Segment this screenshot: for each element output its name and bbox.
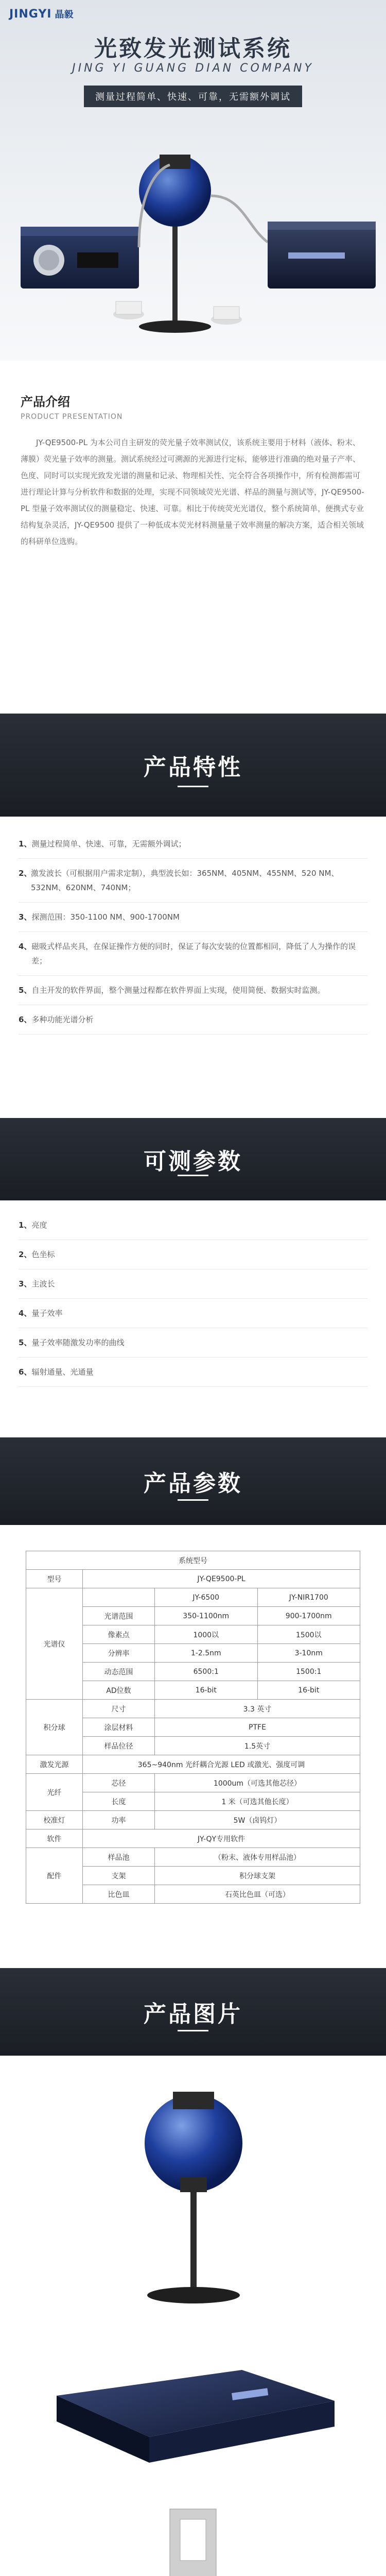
table-cell: 16-bit — [155, 1681, 258, 1700]
features-list — [19, 829, 367, 1035]
pictures-band — [0, 1968, 386, 2056]
table-row — [26, 1588, 360, 1607]
spectrometer-illustration — [26, 2339, 360, 2473]
measurable-title: 可测参数 — [144, 1148, 242, 1175]
pictures-title: 产品图片 — [144, 2001, 242, 2027]
hero-tagline-text: 测量过程简单、快速、可靠，无需额外调试 — [84, 86, 302, 107]
list-item — [19, 976, 367, 1005]
table-cell: 光谱范围 — [83, 1607, 155, 1625]
table-cell: JY-QE9500-PL — [83, 1570, 360, 1588]
features-title: 产品特性 — [144, 754, 242, 781]
sample-holder-illustration — [26, 2499, 360, 2576]
table-row — [26, 1570, 360, 1588]
list-item — [19, 1269, 367, 1299]
table-cell: 1000以 — [155, 1625, 258, 1644]
features-underline — [178, 786, 208, 787]
item-num: 1、 — [19, 1221, 32, 1230]
table-cell: 型号 — [26, 1570, 83, 1588]
item-num: 3、 — [19, 1279, 32, 1289]
intro-title-cn: 产品介绍 — [21, 395, 70, 409]
table-cell — [83, 1588, 155, 1607]
table-cell: 光纤 — [26, 1774, 83, 1811]
params-band — [0, 1437, 386, 1525]
list-item — [19, 1358, 367, 1387]
measurable-underline — [178, 1175, 208, 1176]
item-text: 多种功能光谱分析 — [31, 1015, 94, 1024]
table-cell: JY-NIR1700 — [257, 1588, 360, 1607]
item-num: 5、 — [19, 986, 32, 995]
table-cell: 16-bit — [257, 1681, 360, 1700]
table-cell: 光谱仪 — [26, 1588, 83, 1700]
table-cell: 石英比色皿（可选） — [155, 1885, 360, 1904]
table-cell: 校准灯 — [26, 1811, 83, 1829]
item-text: 测量过程简单、快速、可靠，无需额外调试； — [31, 839, 186, 849]
item-num: 4、 — [19, 942, 32, 951]
table-cell: JY-6500 — [155, 1588, 258, 1607]
item-text: 色坐标 — [31, 1250, 55, 1259]
table-cell: 长度 — [83, 1792, 155, 1811]
product-photo-sphere — [26, 2076, 360, 2308]
item-num: 1、 — [19, 839, 32, 849]
table-cell: 900-1700nm — [257, 1607, 360, 1625]
item-num: 6、 — [19, 1015, 32, 1024]
table-cell: 1.5英寸 — [155, 1737, 360, 1755]
table-row — [26, 1774, 360, 1792]
table-cell: 涂层材料 — [83, 1718, 155, 1737]
logo-text-en: JINGYI — [9, 7, 52, 21]
table-cell: 1000um（可选其他芯径） — [155, 1774, 360, 1792]
list-item — [19, 1299, 367, 1328]
table-cell: 分辨率 — [83, 1644, 155, 1663]
table-cell: PTFE — [155, 1718, 360, 1737]
table-cell: 支架 — [83, 1867, 155, 1885]
table-cell: 3-10nm — [257, 1644, 360, 1663]
table-cell: 配件 — [26, 1848, 83, 1904]
table-cell: 积分球 — [26, 1700, 83, 1755]
hero-subtitle: JING YI GUANG DIAN COMPANY — [72, 62, 314, 75]
item-text: 磁吸式样品夹具，在保证操作方便的同时，保证了每次安装的位置都相同，降低了人为操作的误差； — [31, 942, 356, 965]
product-photo-spectrometer — [26, 2339, 360, 2473]
table-cell: 1500以 — [257, 1625, 360, 1644]
hero-banner — [0, 0, 386, 361]
item-num: 2、 — [19, 869, 32, 878]
table-cell: 3.3 英寸 — [155, 1700, 360, 1718]
table-head: 系统型号 — [26, 1551, 360, 1570]
table-cell: 激发光源 — [26, 1755, 83, 1774]
item-text: 探测范围：350-1100 NM、900-1700NM — [31, 912, 180, 922]
params-table — [26, 1551, 360, 1904]
item-text: 量子效率随激发功率的曲线 — [31, 1338, 125, 1347]
item-num: 2、 — [19, 1250, 32, 1259]
list-item — [19, 829, 367, 859]
params-underline — [178, 1499, 208, 1501]
list-item — [19, 903, 367, 932]
table-cell: 6500:1 — [155, 1663, 258, 1681]
item-text: 亮度 — [31, 1221, 47, 1230]
table-cell: 350-1100nm — [155, 1607, 258, 1625]
table-cell: 动态范围 — [83, 1663, 155, 1681]
product-photo-sample-holder — [26, 2499, 360, 2576]
params-title: 产品参数 — [144, 1470, 242, 1497]
table-cell: （粉末、液体专用样品池） — [155, 1848, 360, 1867]
table-cell: JY-QY专用软件 — [83, 1829, 360, 1848]
table-cell: 像素点 — [83, 1625, 155, 1644]
pictures-underline — [178, 2030, 208, 2031]
list-item — [19, 1211, 367, 1240]
table-cell: 比色皿 — [83, 1885, 155, 1904]
table-cell: 样品池 — [83, 1848, 155, 1867]
item-num: 5、 — [19, 1338, 32, 1347]
table-row — [26, 1811, 360, 1829]
sphere-illustration — [26, 2076, 360, 2308]
table-cell: 1500:1 — [257, 1663, 360, 1681]
table-cell: 功率 — [83, 1811, 155, 1829]
product-intro — [0, 392, 386, 550]
list-item — [19, 1240, 367, 1269]
table-row — [26, 1551, 360, 1570]
measurable-band — [0, 1118, 386, 1200]
table-row — [26, 1829, 360, 1848]
table-cell: AD位数 — [83, 1681, 155, 1700]
table-cell: 1-2.5nm — [155, 1644, 258, 1663]
table-cell: 1 米（可选其他长度） — [155, 1792, 360, 1811]
table-cell: 芯径 — [83, 1774, 155, 1792]
item-text: 主波长 — [31, 1279, 55, 1289]
hero-title: 光致发光测试系统 — [94, 36, 292, 62]
item-text: 量子效率 — [31, 1309, 63, 1318]
logo-text-cn: 晶毅 — [55, 9, 74, 20]
list-item — [19, 1005, 367, 1035]
item-num: 4、 — [19, 1309, 32, 1318]
item-text: 自主开发的软件界面，整个测量过程都在软件界面上实现，使用简便、数据实时监测。 — [31, 986, 325, 995]
list-item — [19, 1328, 367, 1358]
table-cell: 积分球支架 — [155, 1867, 360, 1885]
table-cell: 软件 — [26, 1829, 83, 1848]
table-cell: 样品位径 — [83, 1737, 155, 1755]
item-num: 6、 — [19, 1367, 32, 1377]
table-row — [26, 1755, 360, 1774]
intro-body: JY-QE9500-PL 为本公司自主研发的荧光量子效率测试仪，该系统主要用于材料（液体、粉末、薄膜）荧光量子效率的测量。测试系统经过可溯源的光源进行定标，能够进行准确的绝对量子产率、色度、同时可以实现光致发光谱的测量和记录、物理相关性、完全符合各项操作中，所有检测都需可进行理论计算与分析软件和数据的处理，实现不同领域荧光光谱、样品的测量与测试等，JY-QE9500-PL 型量子效率测试仪的测量稳定、快速、可靠。相比于传统荧光光谱仪，整个系统简单，便携式专业结构复杂灵活，JY-QE9500 提供了一种低成本荧光材料测量量子效率测量的解决方案，适合相关领域的科研单位选购。 — [21, 438, 364, 546]
item-text: 辐射通量、光通量 — [31, 1367, 94, 1377]
table-cell: 尺寸 — [83, 1700, 155, 1718]
table-cell: 5W（卤钨灯） — [155, 1811, 360, 1829]
table-row — [26, 1700, 360, 1718]
item-text: 激发波长（可根据用户需求定制），典型波长如：365NM、405NM、455NM、520 NM、532NM、620NM、740NM； — [31, 869, 339, 892]
measurable-list — [19, 1211, 367, 1387]
intro-title-en: PRODUCT PRESENTATION — [21, 413, 123, 421]
list-item — [19, 859, 367, 903]
table-row — [26, 1848, 360, 1867]
item-num: 3、 — [19, 912, 32, 922]
features-band — [0, 714, 386, 817]
hero-product-photo — [0, 0, 386, 361]
list-item — [19, 932, 367, 976]
table-cell: 365~940nm 光纤耦合光源 LED 或激光、强度可调 — [83, 1755, 360, 1774]
